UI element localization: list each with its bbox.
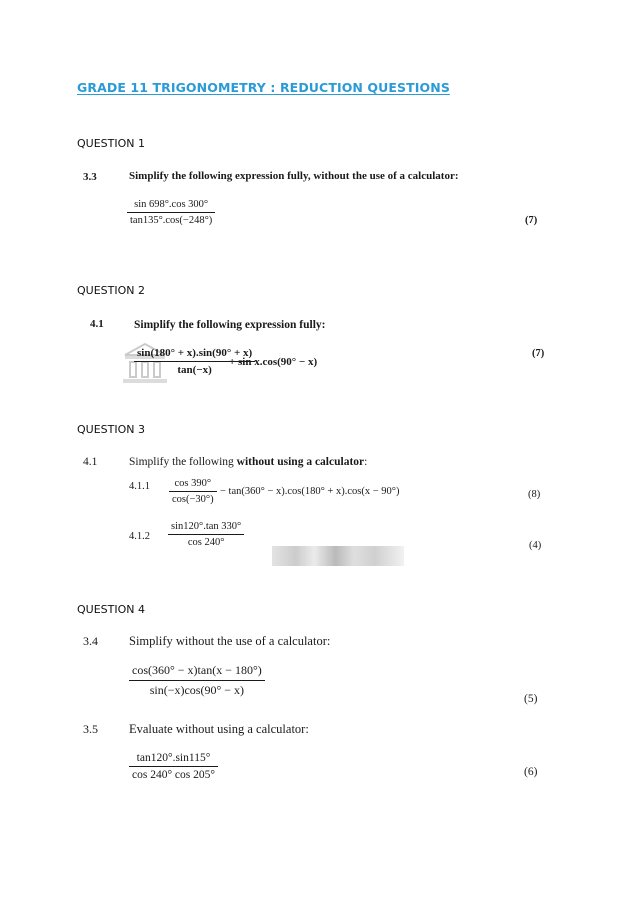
q3-part-2-number: 4.1.2 <box>129 531 150 542</box>
q1-expression <box>127 199 215 226</box>
q4-item-1-marks: (5) <box>524 693 538 705</box>
q3-part-1-marks: (8) <box>528 489 541 500</box>
q4-item-1-instruction: Simplify without the use of a calculator: <box>129 634 331 648</box>
scan-artifact <box>272 546 404 566</box>
question-3-heading: QUESTION 3 <box>77 423 145 436</box>
q3-part-2-expression <box>168 521 244 548</box>
q3-part-1-trailing-term: − tan(360° − x).cos(180° + x).cos(x − 90°) <box>220 486 400 497</box>
q3-instruction-end: : <box>364 456 368 468</box>
q4-item-2-instruction: Evaluate without using a calculator: <box>129 722 309 736</box>
q2-instruction: Simplify the following expression fully: <box>134 319 326 331</box>
q4-item-1-numerator: cos(360° − x)tan(x − 180°) <box>132 663 262 677</box>
q1-instruction: Simplify the following expression fully, without the use of a calculator: <box>129 170 459 182</box>
q4-item-2-expression <box>129 752 218 781</box>
q1-number: 3.3 <box>83 171 97 183</box>
q4-item-2-number: 3.5 <box>83 722 98 736</box>
q3-instruction <box>129 456 367 468</box>
q4-item-2-denominator: cos 240° cos 205° <box>132 769 215 781</box>
q3-part-2-numerator: sin120°.tan 330° <box>171 521 242 532</box>
q2-marks: (7) <box>532 348 545 359</box>
q3-instruction-bold: without using a calculator <box>236 456 365 468</box>
q4-item-2-numerator: tan120°.sin115° <box>136 752 211 764</box>
q1-marks: (7) <box>525 215 538 226</box>
question-1-heading: QUESTION 1 <box>77 137 145 150</box>
q4-item-1-denominator: sin(−x)cos(90° − x) <box>149 683 245 697</box>
q4-item-1-expression <box>129 663 265 698</box>
q2-numerator: sin(180° + x).sin(90° + x) <box>137 347 253 359</box>
q2-denominator: tan(−x) <box>177 364 212 376</box>
q3-instruction-plain: Simplify the following <box>129 456 237 468</box>
q3-part-2-denominator: cos 240° <box>187 537 225 548</box>
q2-number: 4.1 <box>90 318 104 330</box>
question-2-heading: QUESTION 2 <box>77 284 145 297</box>
q1-denominator: tan135°.cos(−248°) <box>130 215 213 226</box>
q2-trailing-term: + sin x.cos(90° − x) <box>229 356 318 368</box>
q1-numerator: sin 698°.cos 300° <box>134 199 209 210</box>
q3-part-1-expression <box>169 478 217 505</box>
question-4-heading: QUESTION 4 <box>77 603 145 616</box>
q3-part-1-numerator: cos 390° <box>174 478 212 489</box>
q3-number: 4.1 <box>83 456 98 468</box>
q3-part-1-number: 4.1.1 <box>129 481 150 492</box>
q4-item-1-number: 3.4 <box>83 634 98 648</box>
q3-part-1-denominator: cos(−30°) <box>172 494 214 505</box>
q4-item-2-marks: (6) <box>524 766 538 778</box>
page-title: GRADE 11 TRIGONOMETRY : REDUCTION QUESTIONS <box>77 80 450 95</box>
q3-part-2-marks: (4) <box>529 540 542 551</box>
